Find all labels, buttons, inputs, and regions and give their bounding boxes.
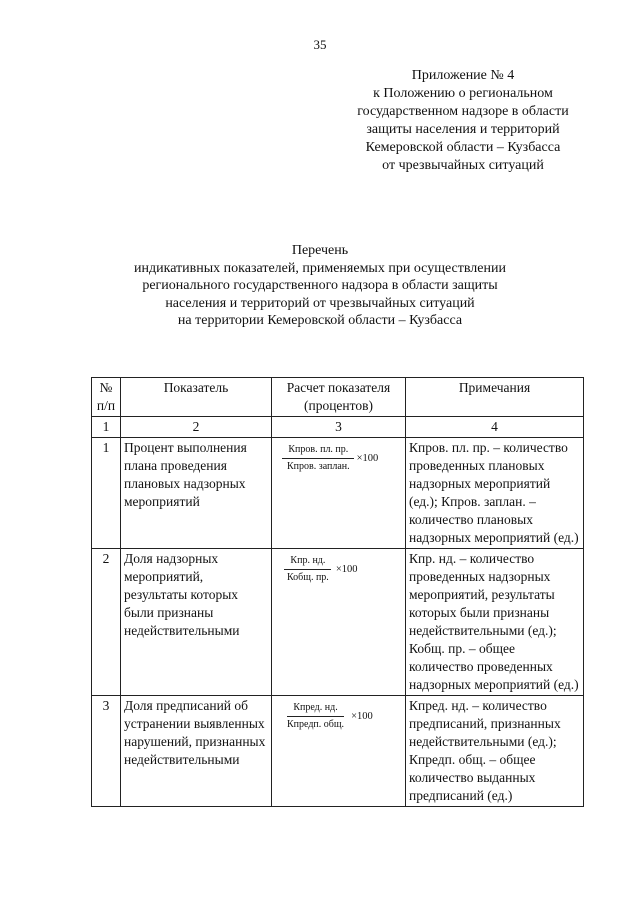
table-row <box>92 696 584 807</box>
indicators-table <box>91 377 584 807</box>
formula <box>281 444 378 473</box>
header-calculation: Расчет показателя (процентов) <box>272 378 406 417</box>
formula-denominator: Кобщ. пр. <box>287 572 329 583</box>
appendix-line: государственном надзоре в области <box>357 104 569 119</box>
indicator-name: Доля надзорных мероприятий, результаты которых были признаны недействительными <box>121 549 272 696</box>
appendix-line: защиты населения и территорий <box>366 122 560 137</box>
appendix-line: к Положению о региональном <box>373 86 553 101</box>
row-number: 2 <box>92 549 121 696</box>
header-row <box>92 378 584 417</box>
formula-numerator: Кпред. нд. <box>287 702 343 717</box>
fraction <box>281 444 356 473</box>
fraction <box>281 555 335 584</box>
title-line: индикативных показателей, применяемых при осуществлении <box>134 260 506 276</box>
header-indicator: Показатель <box>121 378 272 417</box>
formula-cell <box>272 696 406 807</box>
formula-numerator: Кпр. нд. <box>284 555 331 570</box>
column-number: 3 <box>272 417 406 438</box>
header-num: № п/п <box>92 378 121 417</box>
formula-denominator: Кпредп. общ. <box>287 719 345 730</box>
row-number: 3 <box>92 696 121 807</box>
title-line: Перечень <box>291 243 349 258</box>
formula-multiplier: ×100 <box>351 710 373 722</box>
appendix-block <box>338 67 588 175</box>
formula-cell <box>272 549 406 696</box>
notes-cell: Кпр. нд. – количество проведенных надзорных мероприятий, результаты которых были признаны недействительными (ед.); Кобщ. пр. – общее количество проведенных надзорных мероприятий (ед.) <box>406 549 584 696</box>
notes-cell: Кпров. пл. пр. – количество проведенных плановых надзорных мероприятий (ед.); Кпров. заплан. – количество плановых надзорных мероприятий (ед.) <box>406 438 584 549</box>
indicator-name: Процент выполнения плана проведения плановых надзорных мероприятий <box>121 438 272 549</box>
page-number: 35 <box>313 37 327 52</box>
header-notes: Примечания <box>406 378 584 417</box>
title-line: населения и территорий от чрезвычайных ситуаций <box>165 295 475 311</box>
title-line: регионального государственного надзора в области защиты <box>142 278 498 293</box>
formula-multiplier: ×100 <box>356 452 379 464</box>
row-number: 1 <box>92 438 121 549</box>
fraction <box>281 702 350 731</box>
formula-multiplier: ×100 <box>335 563 358 575</box>
formula-denominator: Кпров. заплан. <box>287 461 350 472</box>
notes-cell: Кпред. нд. – количество предписаний, признанных недействительными (ед.); Кпредп. общ. – общее количество выданных предписаний (ед.) <box>406 696 584 807</box>
appendix-line: Кемеровской области – Кузбасса <box>365 140 561 155</box>
table-row <box>92 549 584 696</box>
column-number: 1 <box>92 417 121 438</box>
formula <box>281 555 357 584</box>
table-row <box>92 438 584 549</box>
title-line: на территории Кемеровской области – Кузбасса <box>177 313 463 328</box>
formula <box>281 702 373 731</box>
formula-cell <box>272 438 406 549</box>
formula-numerator: Кпров. пл. пр. <box>282 444 354 459</box>
appendix-line: от чрезвычайных ситуаций <box>382 158 544 173</box>
document-title <box>80 242 560 330</box>
column-number: 2 <box>121 417 272 438</box>
appendix-line: Приложение № 4 <box>411 68 515 83</box>
indicator-name: Доля предписаний об устранении выявленных нарушений, признанных недействительными <box>121 696 272 807</box>
column-number-row <box>92 417 584 438</box>
column-number: 4 <box>406 417 584 438</box>
